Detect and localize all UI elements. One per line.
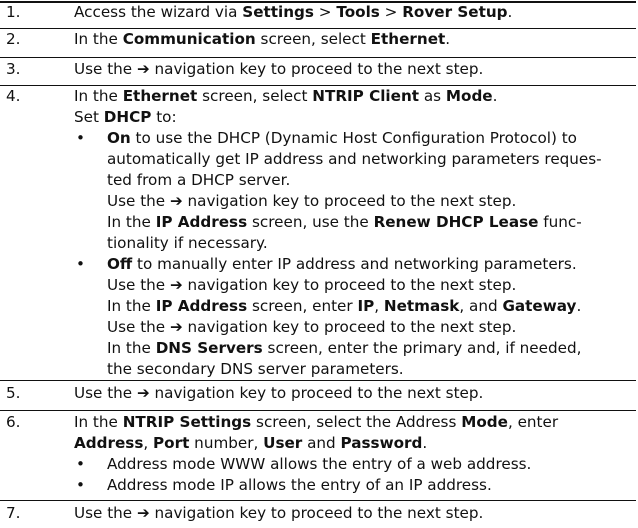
bullet-icon: •	[76, 129, 85, 147]
bold-term: Netmask	[383, 297, 460, 315]
bold-term: Ethernet	[370, 30, 446, 48]
text-run: Set	[74, 108, 104, 126]
text-run: Use the	[74, 504, 137, 522]
text-run: ,	[143, 434, 154, 452]
bullet-item	[74, 128, 634, 254]
text-run: Use the	[74, 60, 137, 78]
text-run: .	[445, 30, 451, 48]
step-text	[74, 412, 634, 496]
text-run: to use the DHCP (Dynamic Host Configuration Protocol) to	[130, 129, 577, 147]
text-line	[107, 254, 634, 275]
text-line	[74, 86, 634, 107]
text-line	[107, 170, 634, 191]
bold-term: Renew DHCP Lease	[373, 213, 539, 231]
bold-term: Mode	[461, 413, 508, 431]
text-run: the secondary DNS server parameters.	[107, 360, 404, 378]
step-number: 3.	[6, 60, 21, 78]
bold-term: Gateway	[502, 297, 577, 315]
bold-term: ➔	[169, 192, 183, 210]
text-run: , and	[459, 297, 503, 315]
text-run: to manually enter IP address and networking parameters.	[132, 255, 577, 273]
bold-term: DHCP	[103, 108, 152, 126]
text-line	[107, 149, 634, 170]
bold-term: IP Address	[155, 297, 248, 315]
text-line	[74, 107, 634, 128]
bold-term: User	[263, 434, 303, 452]
bullet-icon: •	[76, 476, 85, 494]
step-number: 7.	[6, 504, 21, 522]
text-run: navigation key to proceed to the next step.	[149, 504, 484, 522]
text-line	[107, 275, 634, 296]
step-number: 6.	[6, 413, 21, 431]
bold-term: On	[107, 129, 131, 147]
text-line	[74, 433, 634, 454]
bold-term: Mode	[445, 87, 493, 105]
text-run: In the	[107, 213, 156, 231]
row-divider	[0, 380, 636, 381]
text-line	[107, 296, 634, 317]
text-line	[107, 128, 634, 149]
text-run: as	[419, 87, 446, 105]
row-divider	[0, 500, 636, 501]
text-run: navigation key to proceed to the next step.	[149, 60, 484, 78]
bullet-icon: •	[76, 255, 85, 273]
bold-term: Tools	[336, 3, 380, 21]
text-run: navigation key to proceed to the next step.	[182, 192, 517, 210]
text-run: Use the	[74, 384, 137, 402]
bullet-icon: •	[76, 455, 85, 473]
text-line	[74, 59, 634, 80]
bold-term: Port	[153, 434, 190, 452]
bold-term: IP	[357, 297, 375, 315]
text-line	[107, 359, 634, 380]
text-run: In the	[107, 297, 156, 315]
text-run: >	[379, 3, 403, 21]
text-line	[107, 454, 634, 475]
text-run: screen, enter the primary and, if needed,	[262, 339, 582, 357]
text-line	[74, 503, 634, 524]
text-run: number,	[189, 434, 264, 452]
text-run: .	[422, 434, 428, 452]
text-run: tionality if necessary.	[107, 234, 268, 252]
bold-term: Settings	[242, 3, 314, 21]
text-run: .	[576, 297, 582, 315]
text-run: Access the wizard via	[74, 3, 243, 21]
text-run: Address mode IP allows the entry of an IP address.	[107, 476, 492, 494]
step-number: 5.	[6, 384, 21, 402]
text-run: screen, select the Address	[251, 413, 462, 431]
text-run: .	[507, 3, 513, 21]
text-run: and	[302, 434, 341, 452]
bold-term: Communication	[122, 30, 256, 48]
text-run: Address mode WWW allows the entry of a web address.	[107, 455, 532, 473]
text-run: >	[313, 3, 337, 21]
text-run: Use the	[107, 276, 170, 294]
bold-term: ➔	[136, 384, 150, 402]
text-run: screen, enter	[247, 297, 358, 315]
text-run: screen, select	[255, 30, 371, 48]
bold-term: Off	[107, 255, 133, 273]
text-line	[107, 233, 634, 254]
text-run: In the	[107, 339, 156, 357]
bold-term: Ethernet	[122, 87, 198, 105]
bold-term: ➔	[136, 504, 150, 522]
step-number: 4.	[6, 87, 21, 105]
text-run: automatically get IP address and networking parameters reques-	[107, 150, 602, 168]
text-run: ,	[374, 297, 384, 315]
text-run: ted from a DHCP server.	[107, 171, 291, 189]
text-line	[107, 191, 634, 212]
text-line	[107, 317, 634, 338]
bold-term: Rover Setup	[402, 3, 508, 21]
step-number: 2.	[6, 30, 21, 48]
text-run: Use the	[107, 192, 170, 210]
bold-term: Password	[340, 434, 423, 452]
step-text	[74, 29, 634, 50]
step-text	[74, 59, 634, 80]
text-run: .	[492, 87, 498, 105]
bold-term: NTRIP Settings	[122, 413, 252, 431]
step-text	[74, 86, 634, 380]
row-divider	[0, 57, 636, 58]
text-run: screen, select	[197, 87, 313, 105]
text-run: to:	[151, 108, 177, 126]
text-line	[74, 383, 634, 404]
text-run: navigation key to proceed to the next step.	[182, 318, 517, 336]
bold-term: ➔	[169, 318, 183, 336]
bold-term: NTRIP Client	[312, 87, 420, 105]
text-run: navigation key to proceed to the next step.	[149, 384, 484, 402]
step-text	[74, 383, 634, 404]
bold-term: IP Address	[155, 213, 248, 231]
text-run: Use the	[107, 318, 170, 336]
bullet-item	[74, 475, 634, 496]
step-text	[74, 2, 634, 23]
text-line	[74, 412, 634, 433]
text-run: In the	[74, 413, 123, 431]
text-run: , enter	[507, 413, 559, 431]
text-line	[107, 475, 634, 496]
step-number: 1.	[6, 3, 21, 21]
text-run: navigation key to proceed to the next step.	[182, 276, 517, 294]
text-run: In the	[74, 87, 123, 105]
bullet-item	[74, 254, 634, 380]
text-run: In the	[74, 30, 123, 48]
text-line	[107, 338, 634, 359]
bold-term: Address	[74, 434, 144, 452]
bold-term: DNS Servers	[155, 339, 263, 357]
bullet-item	[74, 454, 634, 475]
text-line	[74, 2, 634, 23]
text-line	[74, 29, 634, 50]
text-run: func-	[538, 213, 582, 231]
text-line	[107, 212, 634, 233]
bold-term: ➔	[169, 276, 183, 294]
step-text	[74, 503, 634, 524]
text-run: screen, use the	[247, 213, 374, 231]
row-divider	[0, 410, 636, 411]
bold-term: ➔	[136, 60, 150, 78]
